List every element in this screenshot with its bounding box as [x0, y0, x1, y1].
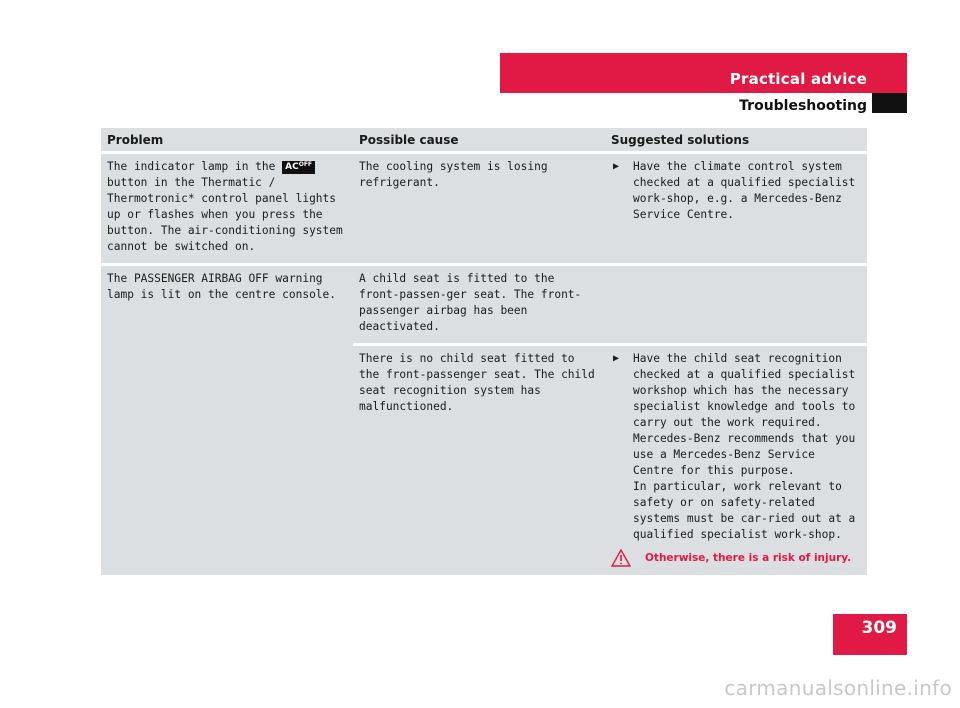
problem-cell: The PASSENGER AIRBAG OFF warning lamp is lit on the centre console.	[101, 266, 353, 578]
solution-item	[611, 351, 861, 543]
solution-text: Have the climate control system checked at a qualified specialist work-shop, e.g. a Mercedes-Benz Service Centre.	[633, 160, 856, 221]
ac-icon-sup: OFF	[298, 160, 313, 168]
column-header-problem: Problem	[101, 128, 353, 154]
solution-text-followup: In particular, work relevant to safety or on safety-related systems must be car-ried out at a qualified specialist work-shop.	[633, 480, 856, 541]
bullet-arrow-icon: ▶	[613, 161, 620, 172]
warning-text: Otherwise, there is a risk of injury.	[645, 552, 852, 564]
page-number-box	[833, 614, 907, 655]
problem-text-start: The indicator lamp in the	[107, 160, 276, 173]
column-header-cause: Possible cause	[353, 128, 605, 154]
page-number: 309	[861, 618, 897, 638]
problem-text-end: button in the Thermatic / Thermotronic* control panel lights up or flashes when you press the button. The air-conditioning system cannot be switched on.	[107, 176, 343, 253]
column-header-solutions: Suggested solutions	[605, 128, 867, 154]
warning-note	[611, 549, 861, 567]
section-title: Practical advice	[729, 70, 867, 88]
ac-off-button-icon	[282, 161, 315, 174]
problem-cell	[101, 154, 353, 266]
solution-item	[611, 159, 861, 223]
bullet-arrow-icon: ▶	[613, 353, 620, 364]
solution-text: Have the child seat recognition checked at a qualified specialist workshop which has the necessary specialist knowledge and tools to carry out the work required. Mercedes-Benz recommends that you use a Mercedes-Benz Service Centre for this purpose.	[633, 352, 856, 477]
watermark-text: carmanualsonline.info	[724, 676, 952, 700]
ac-icon-label: AC	[285, 161, 299, 172]
table-header-row	[101, 128, 867, 154]
warning-triangle-icon	[611, 549, 631, 567]
table-row	[101, 266, 867, 346]
section-tab-marker	[872, 93, 907, 113]
cause-cell: The cooling system is losing refrigerant.	[353, 154, 605, 266]
solution-cell	[605, 154, 867, 266]
cause-cell: There is no child seat fitted to the front-passenger seat. The child seat recognition system has malfunctioned.	[353, 346, 605, 578]
subsection-title: Troubleshooting	[739, 98, 867, 114]
solution-cell-empty	[605, 266, 867, 346]
cause-cell: A child seat is fitted to the front-passen-ger seat. The front-passenger airbag has been deactivated.	[353, 266, 605, 346]
troubleshooting-table	[101, 128, 867, 578]
solution-cell	[605, 346, 867, 578]
table-row	[101, 154, 867, 266]
